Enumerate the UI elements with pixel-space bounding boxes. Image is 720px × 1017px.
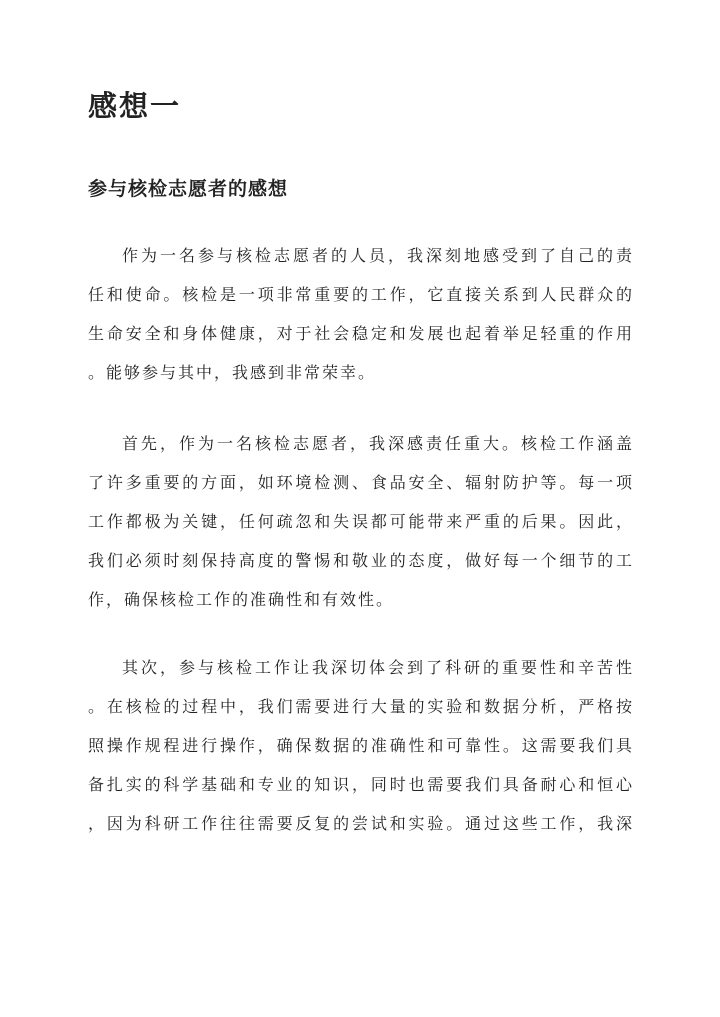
paragraph-line: 。在核检的过程中，我们需要进行大量的实验和数据分析，严格按 — [88, 697, 632, 716]
section-subtitle: 参与核检志愿者的感想 — [88, 178, 289, 200]
paragraph-1 — [88, 236, 632, 392]
paragraph-line: 其次，参与核检工作让我深切体会到了科研的重要性和辛苦性 — [122, 658, 632, 677]
paragraph-line: 我们必须时刻保持高度的警惕和敬业的态度，做好每一个细节的工 — [88, 551, 632, 570]
paragraph-line: ，因为科研工作往往需要反复的尝试和实验。通过这些工作，我深 — [88, 814, 632, 833]
paragraph-line: 任和使命。核检是一项非常重要的工作，它直接关系到人民群众的 — [88, 285, 632, 304]
paragraph-line: 工作都极为关键，任何疏忽和失误都可能带来严重的后果。因此， — [88, 512, 632, 531]
paragraph-3 — [88, 648, 632, 843]
paragraph-line: 首先，作为一名核检志愿者，我深感责任重大。核检工作涵盖 — [122, 434, 632, 453]
page-title: 感想一 — [88, 89, 182, 123]
paragraph-line: 备扎实的科学基础和专业的知识，同时也需要我们具备耐心和恒心 — [88, 775, 632, 794]
paragraph-line: 作为一名参与核检志愿者的人员，我深刻地感受到了自己的责 — [122, 246, 632, 265]
paragraph-line: 作，确保核检工作的准确性和有效性。 — [88, 590, 395, 609]
paragraph-line: 。能够参与其中，我感到非常荣幸。 — [88, 363, 377, 382]
paragraph-line: 了许多重要的方面，如环境检测、食品安全、辐射防护等。每一项 — [88, 473, 632, 492]
paragraph-line: 生命安全和身体健康，对于社会稳定和发展也起着举足轻重的作用 — [88, 324, 632, 343]
paragraph-line: 照操作规程进行操作，确保数据的准确性和可靠性。这需要我们具 — [88, 736, 632, 755]
paragraph-2 — [88, 424, 632, 619]
